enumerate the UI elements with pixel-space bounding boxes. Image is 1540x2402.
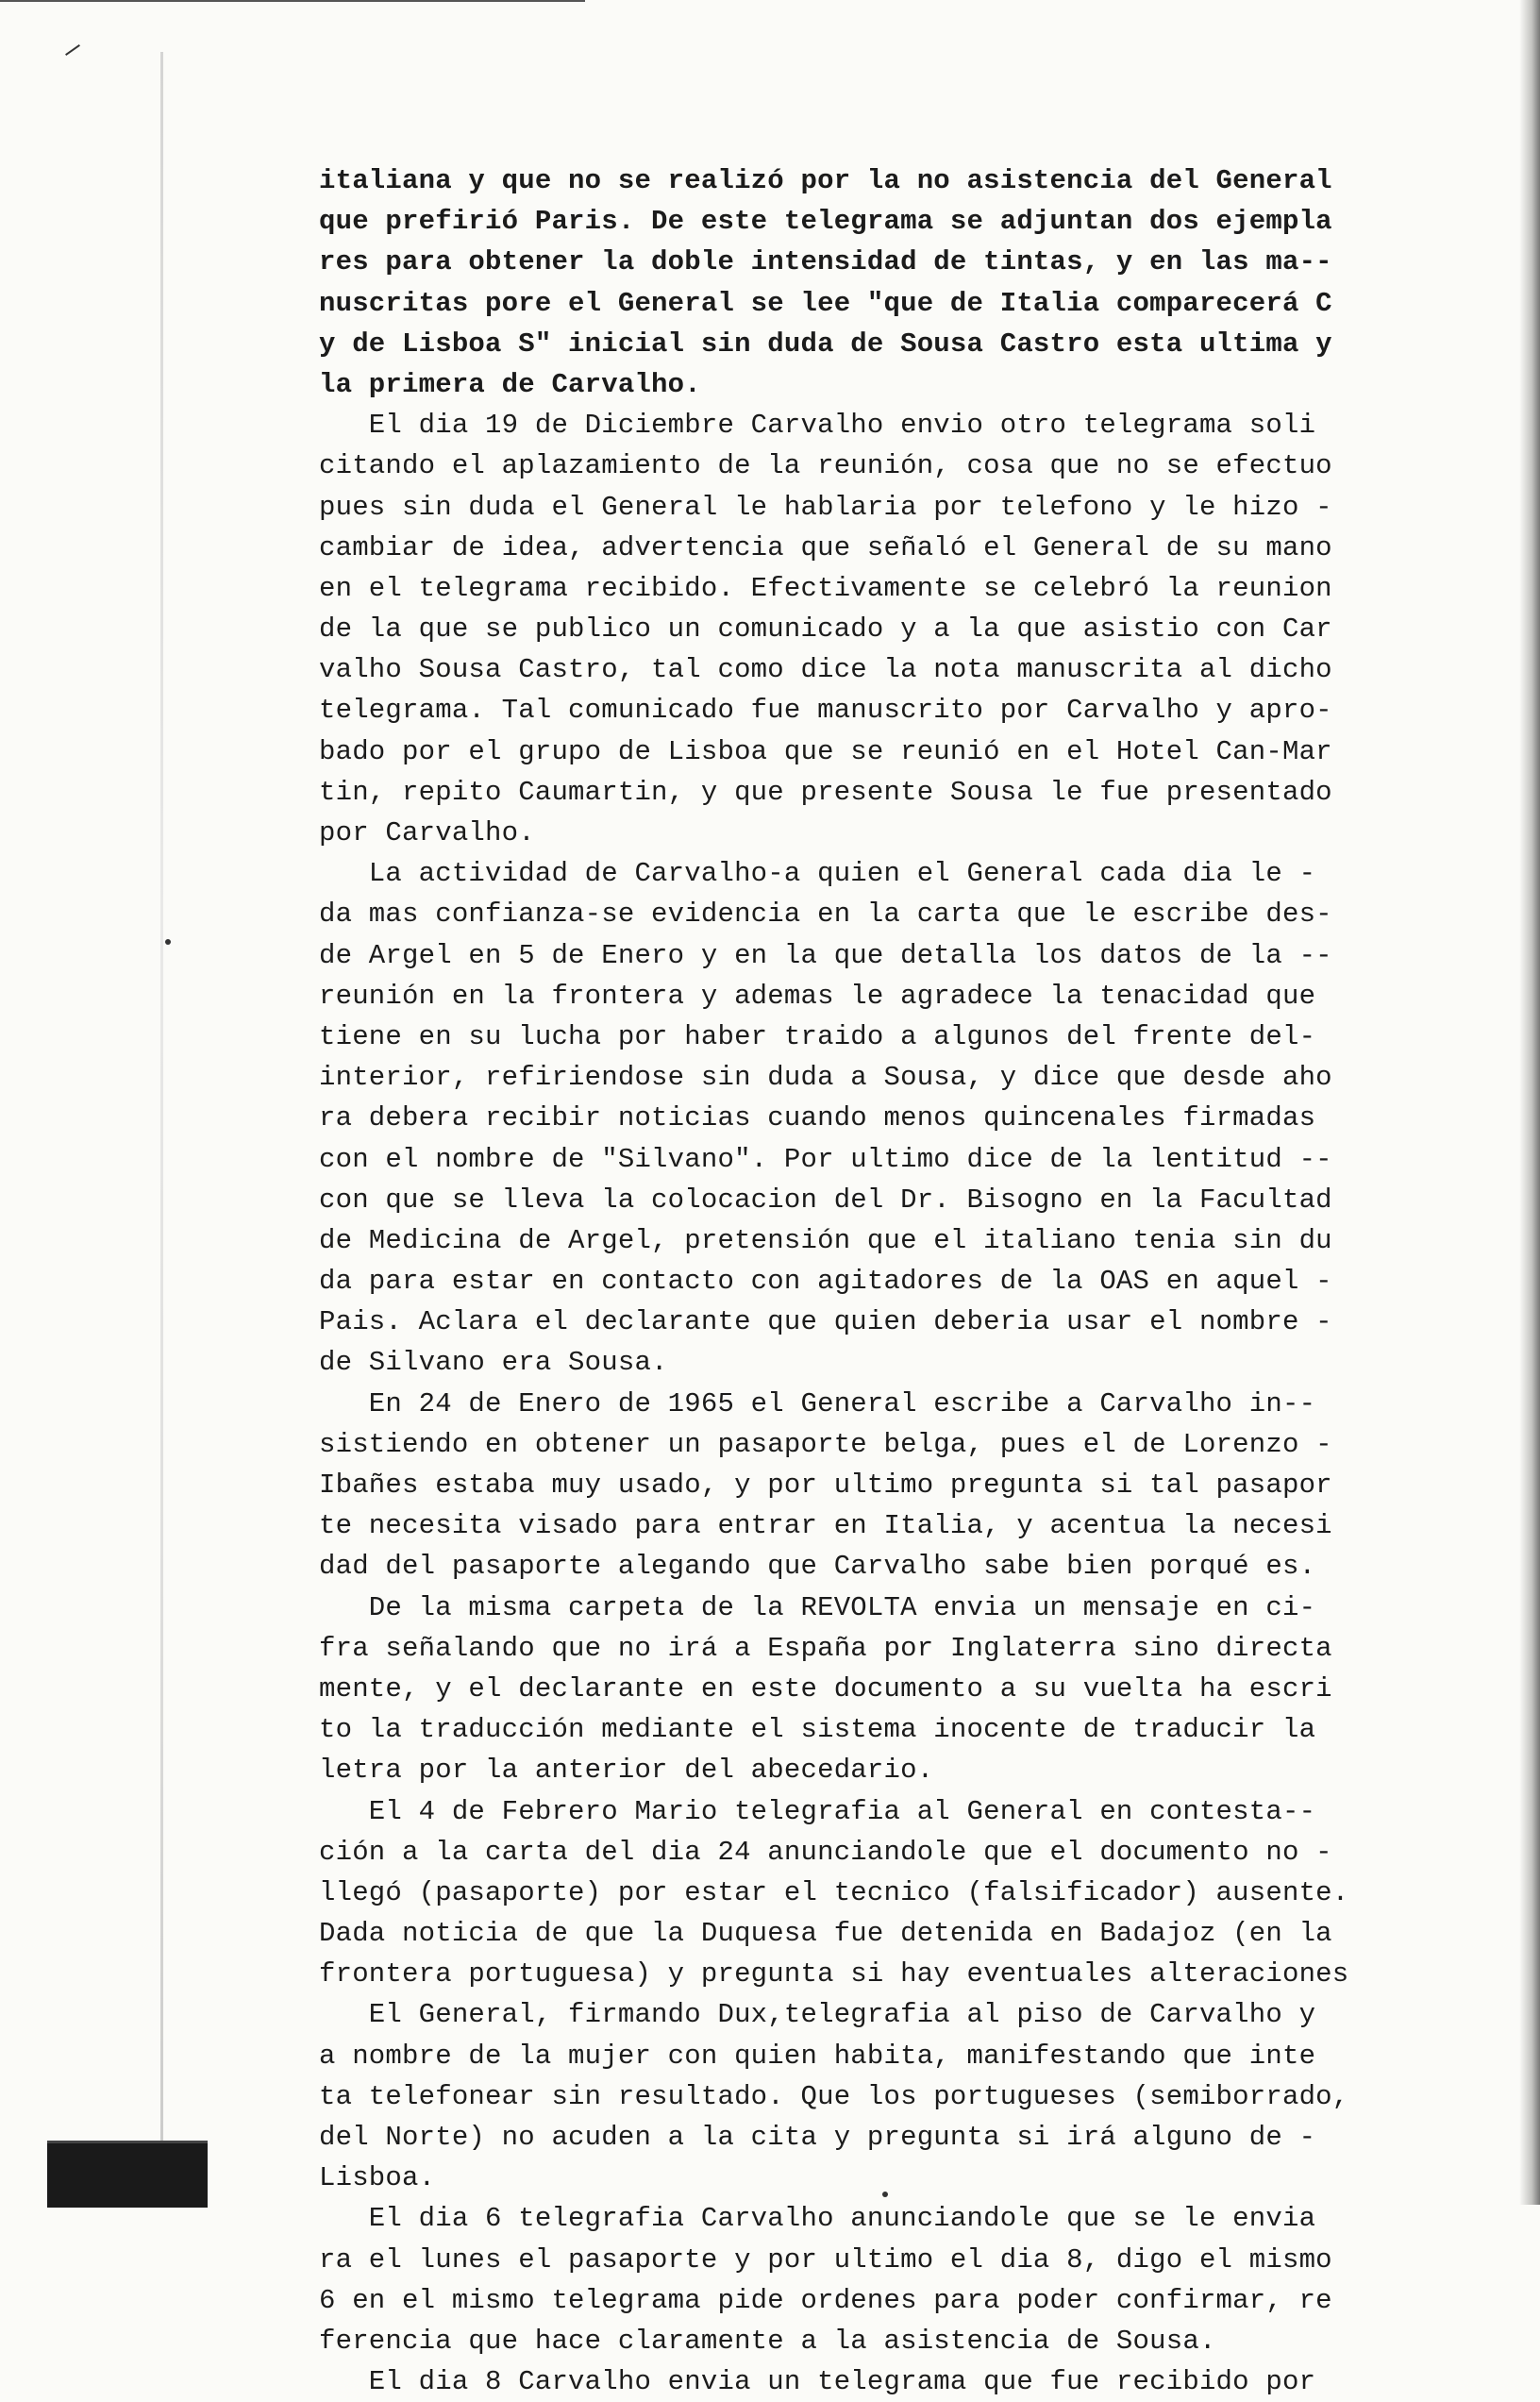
text-line: res para obtener la doble intensidad de tintas, y en las ma-- <box>319 246 1332 278</box>
text-line: tin, repito Caumartin, y que presente Sousa le fue presentado <box>319 776 1332 808</box>
text-line: ción a la carta del dia 24 anunciandole que el documento no - <box>319 1836 1332 1868</box>
text-line: con que se lleva la colocacion del Dr. Bisogno en la Facultad <box>319 1184 1332 1216</box>
text-line: dad del pasaporte alegando que Carvalho sabe bien porqué es. <box>319 1551 1316 1583</box>
text-line: ra debera recibir noticias cuando menos quincenales firmadas <box>319 1102 1316 1134</box>
text-line: reunión en la frontera y ademas le agradece la tenacidad que <box>319 980 1316 1012</box>
text-line: La actividad de Carvalho-a quien el General cada dia le - <box>319 858 1316 890</box>
text-line: ferencia que hace claramente a la asistencia de Sousa. <box>319 2325 1216 2357</box>
text-line: da para estar en contacto con agitadores de la OAS en aquel - <box>319 1266 1332 1298</box>
text-line: italiana y que no se realizó por la no asistencia del General <box>319 165 1332 196</box>
text-line: llegó (pasaporte) por estar el tecnico (falsificador) ausente. <box>319 1876 1349 1908</box>
text-line: por Carvalho. <box>319 817 535 848</box>
scan-corner-artifact <box>47 2141 208 2208</box>
text-line: con el nombre de "Silvano". Por ultimo dice de la lentitud -- <box>319 1143 1332 1175</box>
text-line: que prefirió Paris. De este telegrama se adjuntan dos ejempla <box>319 206 1332 238</box>
text-line: cambiar de idea, advertencia que señaló el General de su mano <box>319 531 1332 563</box>
text-line: citando el aplazamiento de la reunión, cosa que no se efectuo <box>319 450 1332 482</box>
text-line: El dia 8 Carvalho envia un telegrama que fue recibido por <box>319 2366 1316 2398</box>
typewritten-text <box>319 160 1480 2402</box>
text-line: Ibañes estaba muy usado, y por ultimo pregunta si tal pasapor <box>319 1470 1332 1501</box>
text-line: Pais. Aclara el declarante que quien deberia usar el nombre - <box>319 1306 1332 1338</box>
text-line: de Silvano era Sousa. <box>319 1347 668 1379</box>
text-line: De la misma carpeta de la REVOLTA envia un mensaje en ci- <box>319 1591 1316 1623</box>
text-line: de la que se publico un comunicado y a la que asistio con Car <box>319 613 1332 646</box>
text-line: pues sin duda el General le hablaria por telefono y le hizo - <box>319 491 1332 523</box>
text-line: en el telegrama recibido. Efectivamente se celebró la reunion <box>319 572 1332 604</box>
text-line: telegrama. Tal comunicado fue manuscrito por Carvalho y apro- <box>319 695 1332 727</box>
text-line: y de Lisboa S" inicial sin duda de Sousa Castro esta ultima y <box>319 328 1332 360</box>
text-line: letra por la anterior del abecedario. <box>319 1755 934 1787</box>
text-line: El dia 6 telegrafia Carvalho anunciandole que se le envia <box>319 2203 1316 2235</box>
text-line: del Norte) no acuden a la cita y pregunta si irá alguno de - <box>319 2122 1316 2153</box>
pen-tick-mark <box>65 44 80 56</box>
text-line: En 24 de Enero de 1965 el General escribe a Carvalho in-- <box>319 1387 1316 1419</box>
text-line: de Argel en 5 de Enero y en la que detalla los datos de la -- <box>319 939 1332 971</box>
text-line: a nombre de la mujer con quien habita, manifestando que inte <box>319 2040 1316 2072</box>
ink-speck <box>165 939 171 945</box>
text-line: fra señalando que no irá a España por Inglaterra sino directa <box>319 1632 1332 1664</box>
page-edge-shadow <box>1519 0 1540 2205</box>
text-line: El 4 de Febrero Mario telegrafia al General en contesta-- <box>319 1795 1316 1827</box>
text-line: interior, refiriendose sin duda a Sousa, y dice que desde aho <box>319 1062 1332 1094</box>
text-line: Lisboa. <box>319 2162 436 2194</box>
text-line: frontera portuguesa) y pregunta si hay eventuales alteraciones <box>319 1958 1349 1990</box>
text-line: sistiendo en obtener un pasaporte belga, pues el de Lorenzo - <box>319 1428 1332 1460</box>
text-line: El General, firmando Dux,telegrafia al piso de Carvalho y <box>319 1999 1316 2031</box>
text-line: valho Sousa Castro, tal como dice la nota manuscrita al dicho <box>319 654 1332 686</box>
text-line: El dia 19 de Diciembre Carvalho envio otro telegrama soli <box>319 410 1316 442</box>
text-line: mente, y el declarante en este documento a su vuelta ha escri <box>319 1672 1332 1705</box>
text-line: 6 en el mismo telegrama pide ordenes para poder confirmar, re <box>319 2284 1332 2316</box>
text-line: nuscritas pore el General se lee "que de Italia comparecerá C <box>319 287 1332 319</box>
text-line: da mas confianza-se evidencia en la carta que le escribe des- <box>319 899 1332 931</box>
text-line: bado por el grupo de Lisboa que se reunió en el Hotel Can-Mar <box>319 735 1332 767</box>
binding-margin <box>160 52 163 2194</box>
ink-speck <box>882 2192 888 2197</box>
text-line: to la traducción mediante el sistema inocente de traducir la <box>319 1714 1316 1746</box>
text-line: ra el lunes el pasaporte y por ultimo el dia 8, digo el mismo <box>319 2243 1332 2276</box>
text-line: Dada noticia de que la Duquesa fue detenida en Badajoz (en la <box>319 1918 1332 1950</box>
text-line: de Medicina de Argel, pretensión que el italiano tenia sin du <box>319 1224 1332 1256</box>
text-line: te necesita visado para entrar en Italia, y acentua la necesi <box>319 1510 1332 1542</box>
text-line: la primera de Carvalho. <box>319 368 701 400</box>
text-line: tiene en su lucha por haber traido a algunos del frente del- <box>319 1020 1316 1052</box>
text-line: ta telefonear sin resultado. Que los portugueses (semiborrado, <box>319 2080 1349 2112</box>
top-rule <box>0 0 585 2</box>
